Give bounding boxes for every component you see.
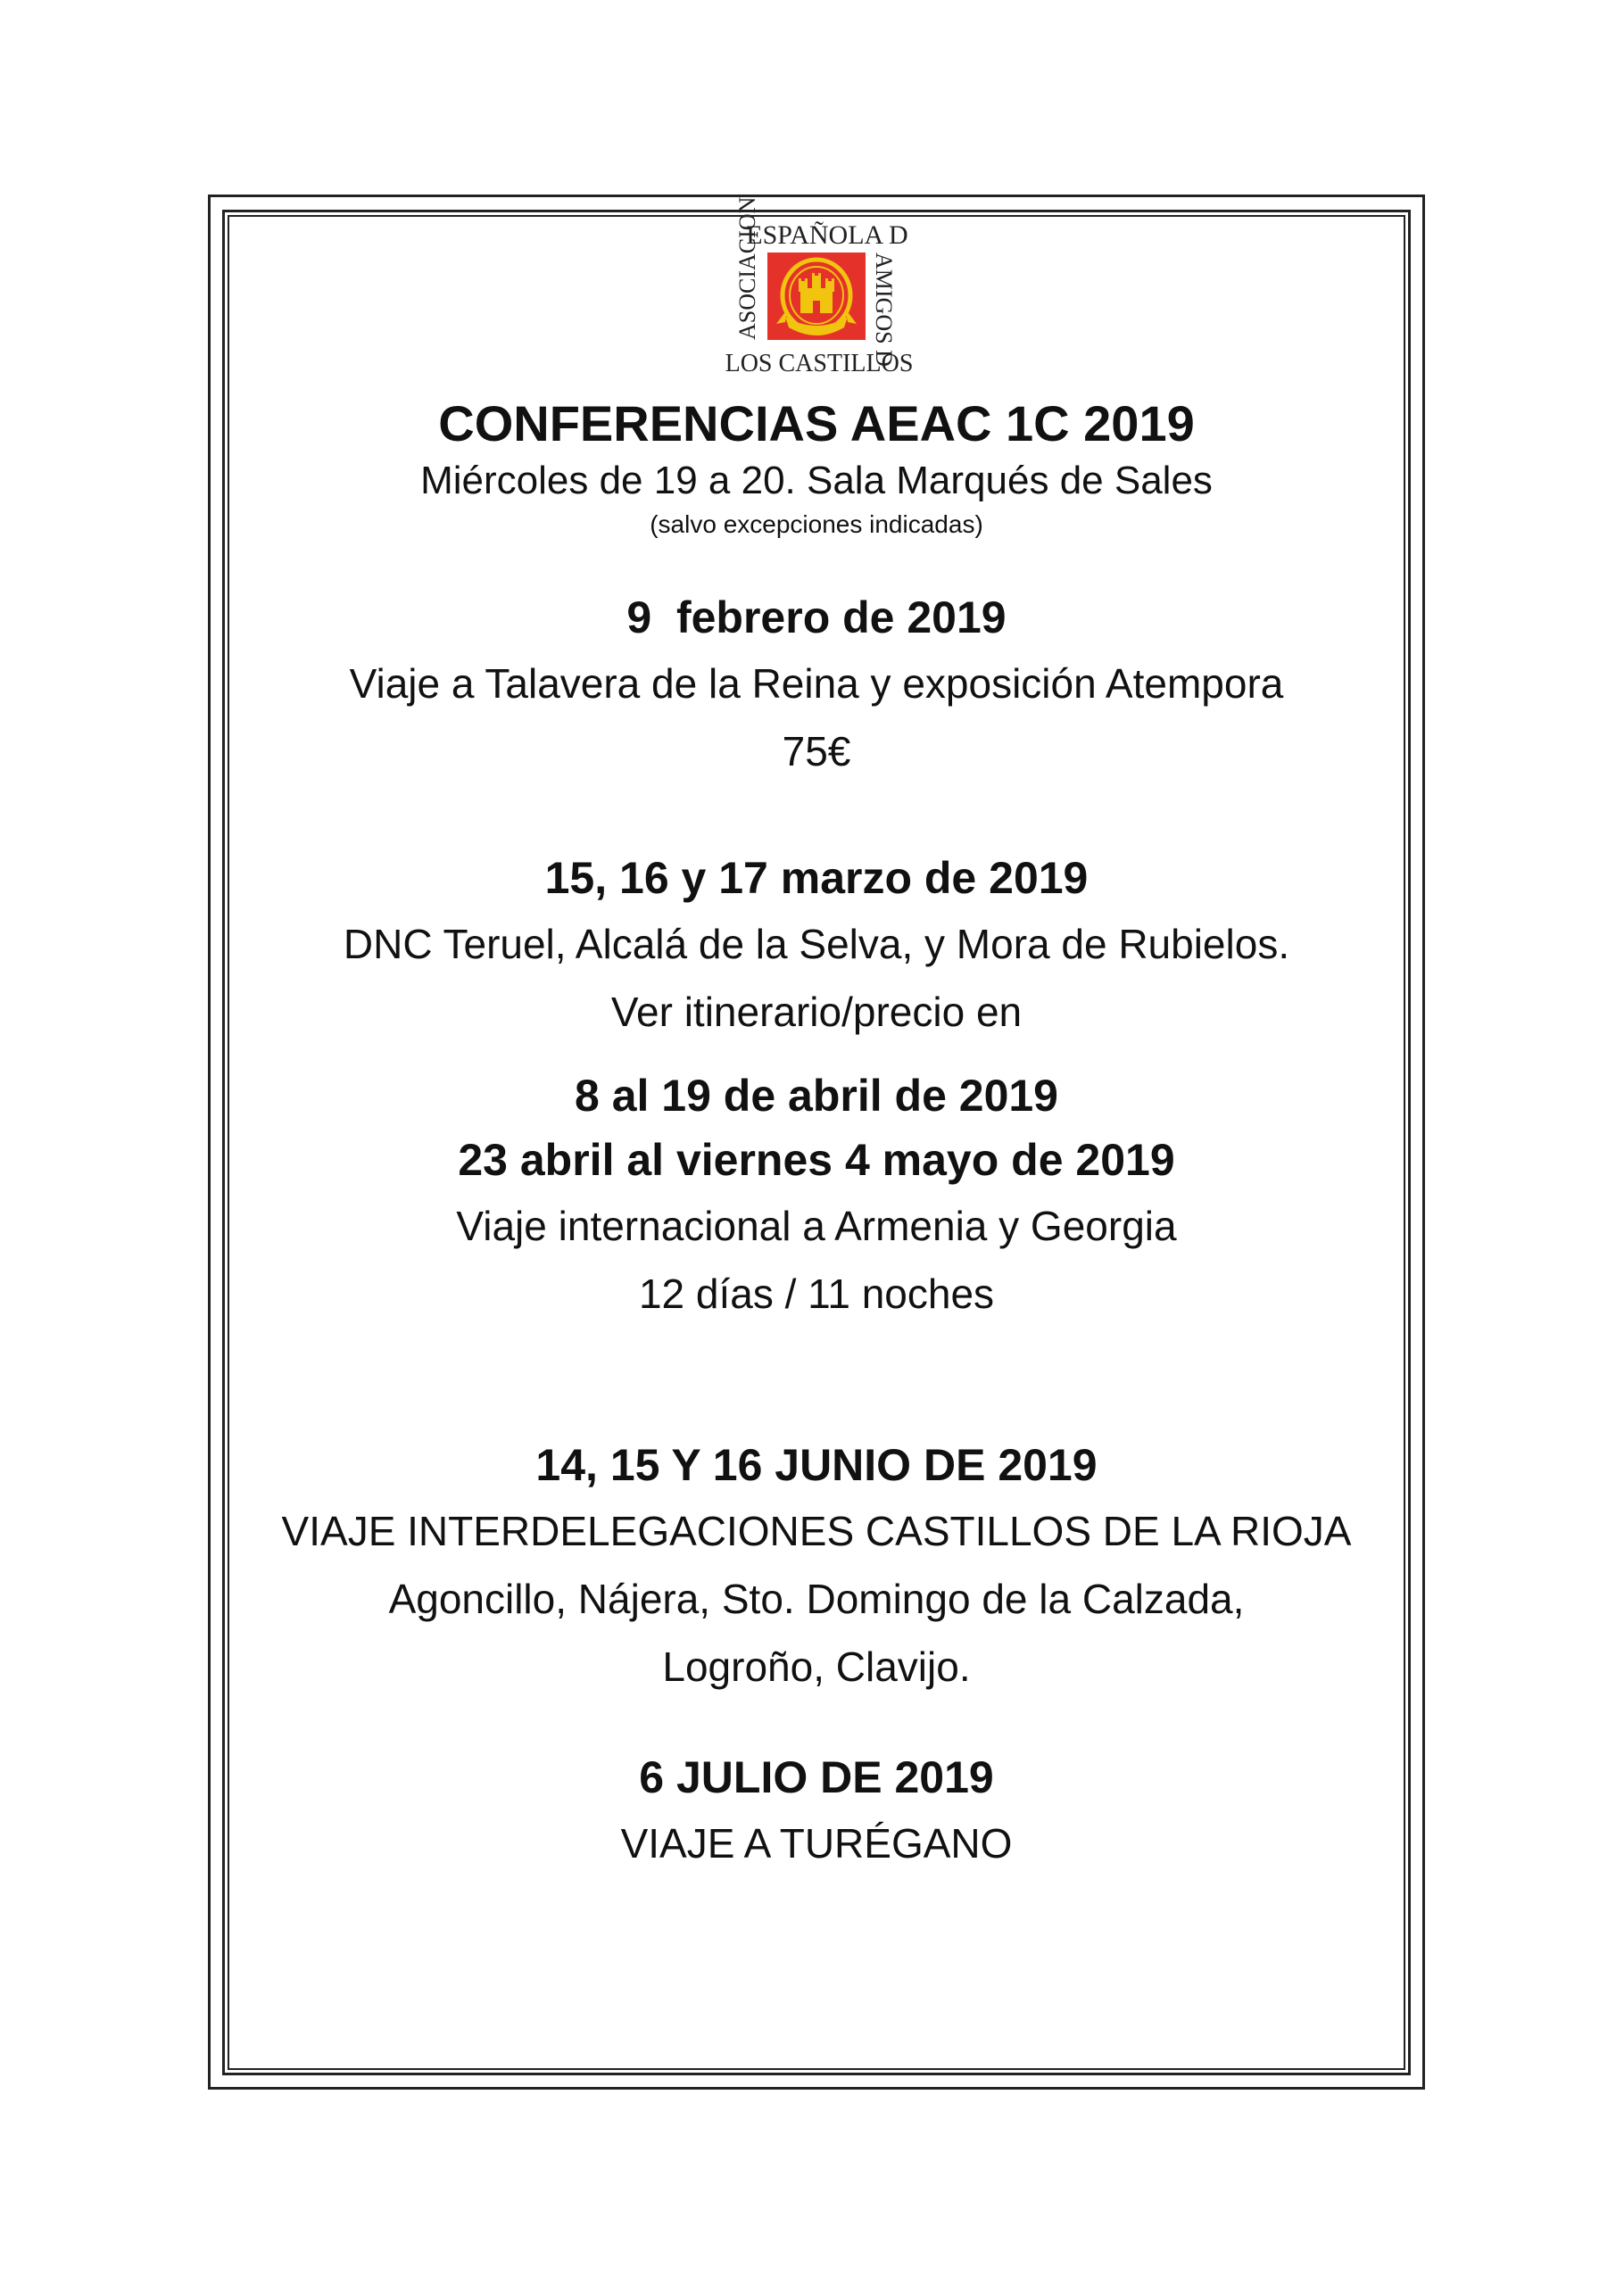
aeac-logo: [725, 196, 914, 377]
subtitle-note: (salvo excepciones indicadas): [650, 510, 983, 538]
event-duration: 12 días / 11 noches: [638, 1271, 995, 1317]
event-february: [230, 585, 1403, 785]
page-subtitle: Miércoles de 19 a 20. Sala Marqués de Sales: [420, 459, 1213, 502]
event-description: Viaje internacional a Armenia y Georgia: [456, 1203, 1177, 1249]
event-description: VIAJE A TURÉGANO: [620, 1820, 1013, 1867]
page-title: CONFERENCIAS AEAC 1C 2019: [438, 395, 1195, 451]
event-june: [230, 1433, 1403, 1701]
event-date: 15, 16 y 17 marzo de 2019: [544, 853, 1089, 903]
event-date: 14, 15 Y 16 JUNIO DE 2019: [535, 1440, 1098, 1490]
event-july: [230, 1745, 1403, 1877]
event-date: 9 febrero de 2019: [626, 592, 1007, 642]
event-description: Ver itinerario/precio en: [610, 989, 1023, 1035]
event-march: [230, 846, 1403, 1046]
event-price: 75€: [782, 728, 851, 774]
event-description: DNC Teruel, Alcalá de la Selva, y Mora de Rubielos.: [343, 921, 1290, 967]
event-description: Agoncillo, Nájera, Sto. Domingo de la Calzada,: [388, 1576, 1245, 1622]
svg-text:AMIGOS D: AMIGOS D: [871, 253, 897, 367]
event-description: Viaje a Talavera de la Reina y exposición Atempora: [349, 660, 1284, 707]
announcement-content: [230, 375, 1403, 1877]
svg-text:LOS CASTILLOS: LOS CASTILLOS: [725, 350, 914, 377]
event-date-secondary: 23 abril al viernes 4 mayo de 2019: [458, 1135, 1175, 1185]
event-april-may: [230, 1064, 1403, 1328]
event-description: Logroño, Clavijo.: [662, 1643, 971, 1690]
svg-text:ESPAÑOLA D: ESPAÑOLA D: [746, 220, 908, 250]
svg-text:ASOCIACION: ASOCIACION: [734, 196, 760, 340]
event-date: 6 JULIO DE 2019: [639, 1752, 994, 1802]
event-date: 8 al 19 de abril de 2019: [575, 1071, 1058, 1121]
event-description: VIAJE INTERDELEGACIONES CASTILLOS DE LA RIOJA: [281, 1508, 1352, 1554]
